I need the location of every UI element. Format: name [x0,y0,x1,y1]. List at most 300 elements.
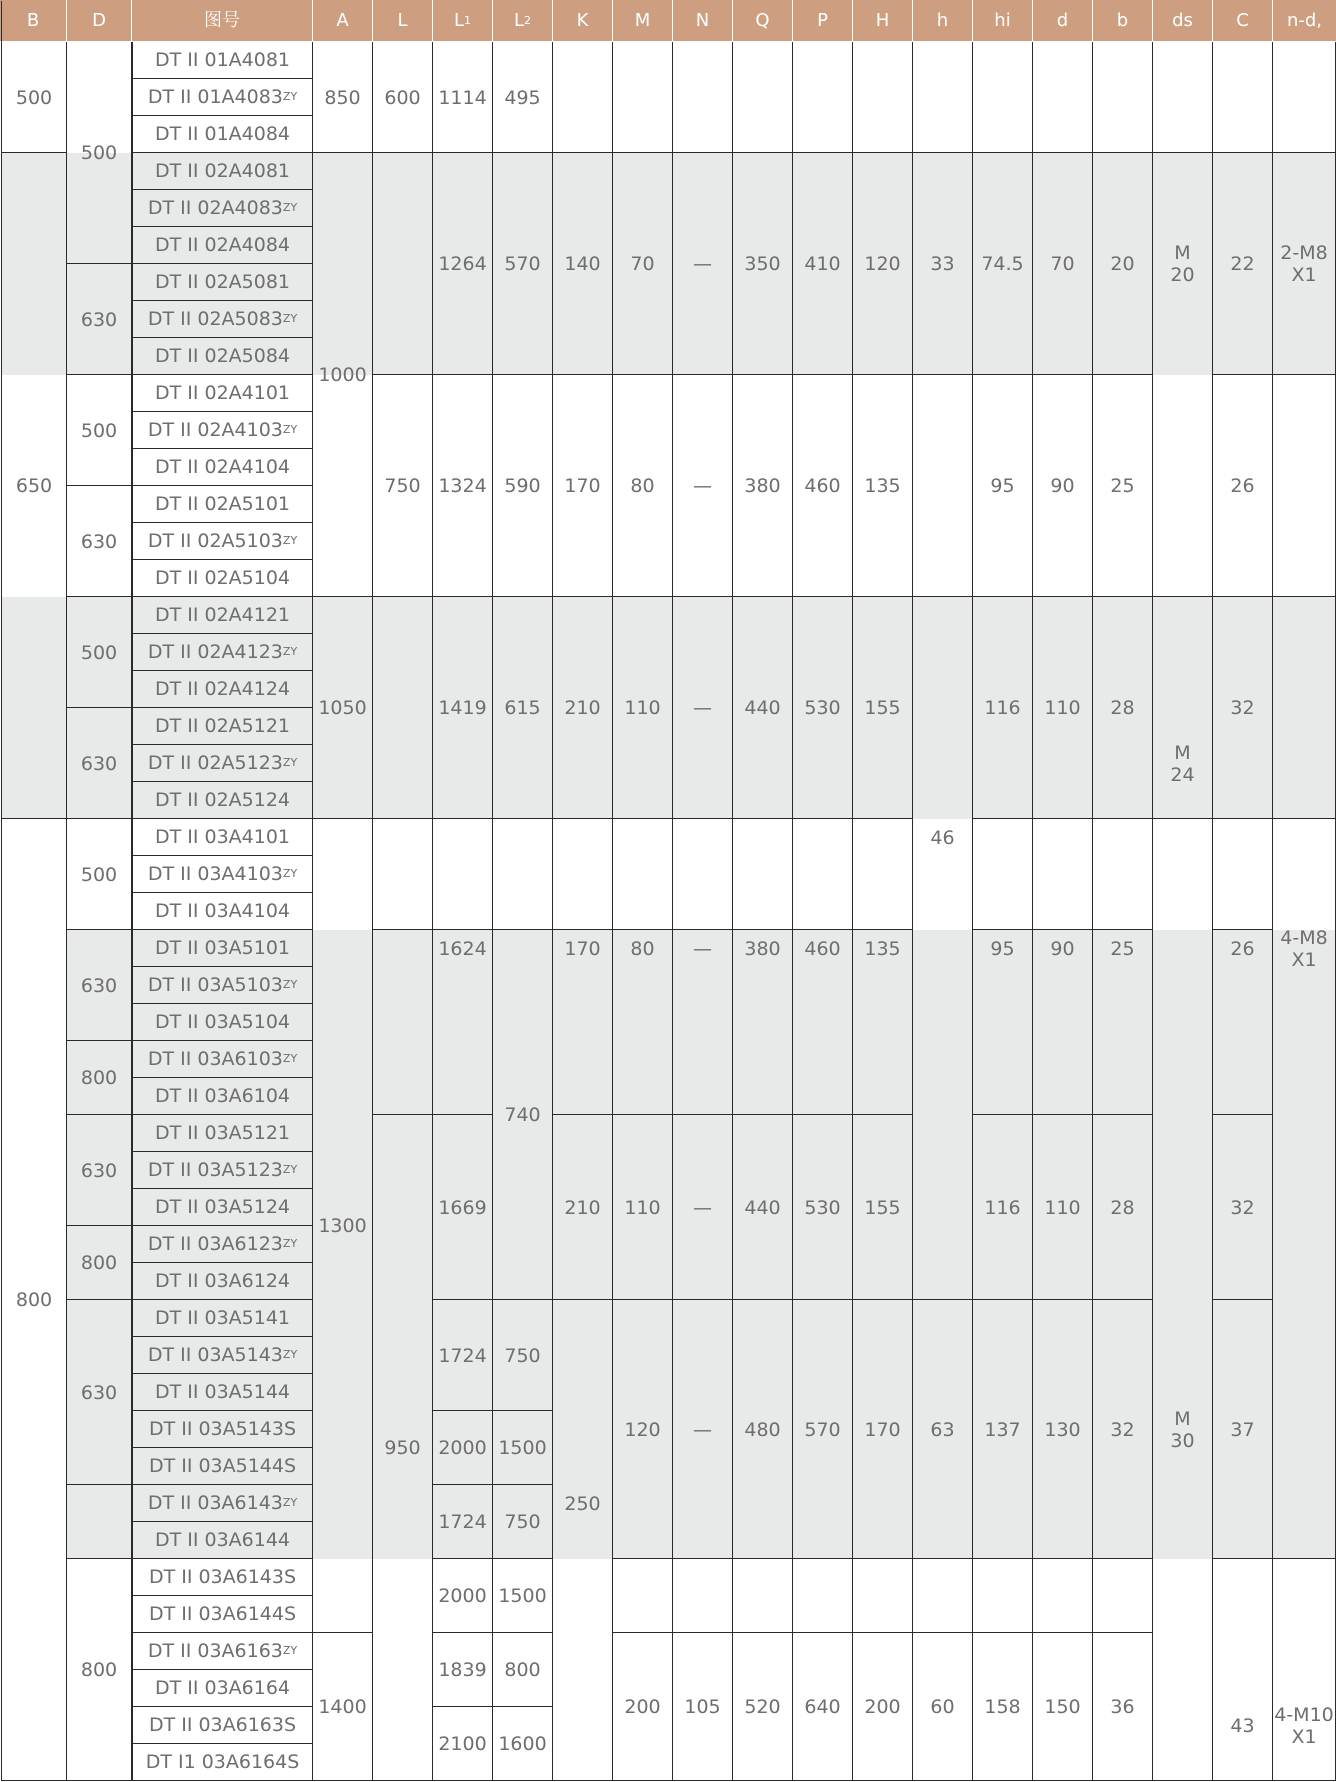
cell-value: 90 [1050,475,1075,497]
cell-value: 1114 [438,86,487,109]
shade [1153,1263,1212,1300]
shade [913,1004,972,1041]
cell-c [1213,375,1273,597]
drawing-number: DT II 03A4104 [132,893,313,930]
cell-value: 170 [564,938,601,960]
cell-c [1213,42,1273,153]
shade [1273,1448,1335,1485]
cell-h [853,597,913,819]
shade [493,930,552,967]
header-l2: L 2 [493,0,553,42]
cell-value: 150 [1044,1696,1081,1718]
cell-m [613,153,673,375]
drawing-number: DT II 02A5101 [132,486,313,523]
cell-value: 740 [504,1104,541,1126]
cell-l1 [433,1559,493,1633]
cell-ds [1153,42,1213,153]
drawing-number: DT II 03A6124 [132,1263,313,1300]
cell-value: 640 [804,1696,841,1718]
cell-value: 800 [80,1067,118,1089]
header-l: L [373,0,433,42]
cell-value: 4-M8 X1 [1280,926,1328,971]
cell-value: 20 [1110,253,1135,275]
cell-c [1213,1300,1273,1559]
shade [553,1448,612,1485]
cell-value: 800 [15,1289,53,1311]
cell-b [2,153,67,819]
cell-l2 [493,1633,553,1707]
header-b: B [0,0,67,42]
cell-c [1213,597,1273,819]
cell-value: 1000 [318,364,367,386]
cell-value: 750 [504,1344,541,1367]
cell-nd [1273,153,1336,375]
shade [913,745,972,782]
cell-value: 380 [744,475,781,497]
shade [313,1004,372,1041]
cell-hi [973,1633,1033,1781]
shade [1273,1337,1335,1374]
cell-d [67,375,132,486]
cell-value: 155 [864,1196,901,1219]
cell-value: — [693,1196,712,1219]
header-h: h [913,0,973,42]
shade [2,708,66,745]
shade [313,264,372,301]
shade [913,1041,972,1078]
shade [1273,1485,1335,1522]
cell-a [313,1633,373,1781]
shade [1153,1300,1212,1337]
shade [373,1522,432,1559]
cell-l2 [493,930,553,1300]
shade [1273,1374,1335,1411]
cell-d [67,819,132,930]
cell-d [1033,597,1093,819]
cell-value: 170 [564,475,601,497]
cell-value: 350 [744,253,781,275]
cell-b [1093,375,1153,597]
shade [313,1300,372,1337]
cell-hi [973,1559,1033,1633]
cell-l1 [433,1707,493,1781]
cell-value: 74.5 [981,253,1024,275]
cell-m [613,930,673,1115]
cell-k [553,1300,613,1781]
cell-value: 135 [864,475,901,497]
cell-value: 530 [804,1196,841,1219]
cell-k [553,597,613,819]
cell-l2 [493,1411,553,1485]
shade [373,1485,432,1522]
cell-h [913,1300,973,1559]
cell-value: 1839 [438,1659,487,1681]
cell-value: — [693,697,712,719]
shade [2,264,66,301]
shade [2,338,66,375]
shade [373,1337,432,1374]
shade [313,1078,372,1115]
cell-value: 1669 [438,1196,487,1219]
cell-p [793,930,853,1115]
drawing-number: DT II 03A5101 [132,930,313,967]
cell-l2 [493,153,553,375]
cell-l2 [493,1707,553,1781]
cell-d [1033,819,1093,930]
cell-value: 140 [564,253,601,275]
cell-a [313,42,373,153]
drawing-number: DT II 03A6123 Z Y [132,1226,313,1263]
cell-h [913,375,973,597]
cell-l1 [433,42,493,153]
cell-value: 800 [80,1252,118,1274]
cell-hi [973,1115,1033,1300]
cell-value: 460 [804,475,841,497]
cell-q [733,1633,793,1781]
cell-value: 120 [864,253,901,275]
cell-q [733,819,793,930]
shade [493,1004,552,1041]
cell-d [67,1300,132,1485]
cell-d [67,1559,132,1781]
shade [1273,1226,1335,1263]
cell-value: 26 [1230,938,1255,960]
cell-value: 650 [15,475,53,497]
header-nd: n-d, [1273,0,1336,42]
cell-d [67,597,132,708]
cell-q [733,1559,793,1633]
shade [373,1189,432,1226]
cell-value: 2000 [438,1585,487,1607]
cell-value: 1264 [438,253,487,275]
shade [1153,1078,1212,1115]
cell-value: 1400 [318,1696,367,1718]
shade [1273,1078,1335,1115]
shade [1153,1152,1212,1189]
drawing-number: DT II 03A5144 [132,1374,313,1411]
cell-value: 37 [1230,1418,1255,1441]
cell-value: 116 [984,1196,1021,1219]
cell-n [673,819,733,930]
drawing-number: DT II 03A6164 [132,1670,313,1707]
cell-b [1093,1559,1153,1633]
cell-value: 95 [990,475,1015,497]
drawing-number: DT II 02A4104 [132,449,313,486]
cell-hi [973,597,1033,819]
cell-q [733,375,793,597]
shade [1153,1041,1212,1078]
drawing-number: DT II 03A5124 [132,1189,313,1226]
shade [553,1522,612,1559]
drawing-number: DT II 03A6163 Z Y [132,1633,313,1670]
header-d: d [1033,0,1093,42]
drawing-number: DT II 03A6143S [132,1559,313,1596]
cell-value: 440 [744,697,781,719]
cell-value: 570 [804,1418,841,1441]
cell-d [67,1485,132,1559]
shade [913,1226,972,1263]
cell-value: M 20 [1170,242,1195,286]
cell-d [1033,1559,1093,1633]
cell-value: 80 [630,475,655,497]
cell-value: 170 [864,1418,901,1441]
shade [2,227,66,264]
cell-c [1213,819,1273,930]
shade [373,1300,432,1337]
shade [553,1411,612,1448]
shade [1153,301,1212,338]
cell-h [853,930,913,1115]
cell-value: 63 [930,1418,955,1441]
drawing-number: DT II 02A4124 [132,671,313,708]
cell-ds [1153,597,1213,819]
shade [913,597,972,634]
cell-h [853,153,913,375]
shade [1153,1337,1212,1374]
drawing-number: DT II 02A5121 [132,708,313,745]
shade [1273,1115,1335,1152]
header-code: 图号 [132,0,313,42]
cell-l1 [433,1411,493,1485]
shade [913,1078,972,1115]
cell-h [853,1559,913,1633]
cell-value: 1324 [438,475,487,497]
cell-value: — [693,475,712,497]
drawing-number: DT II 02A4123 Z Y [132,634,313,671]
drawing-number: DT II 03A6143 Z Y [132,1485,313,1522]
drawing-number: DT II 03A6104 [132,1078,313,1115]
shade [1153,338,1212,375]
header-b: b [1093,0,1153,42]
cell-b [1093,153,1153,375]
drawing-number: DT II 02A5104 [132,560,313,597]
cell-n [673,1115,733,1300]
cell-c [1213,153,1273,375]
shade [373,1263,432,1300]
cell-b [2,42,67,153]
cell-value: 95 [990,938,1015,960]
shade [1153,1004,1212,1041]
cell-nd [1273,375,1336,597]
cell-value: 2100 [438,1733,487,1755]
drawing-number: DT II 01A4084 [132,116,313,153]
cell-value: 615 [504,697,541,719]
drawing-number: DT II 03A5144S [132,1448,313,1485]
header-q: Q [733,0,793,42]
header-c: C [1213,0,1273,42]
cell-value: 500 [80,641,118,664]
drawing-number: DT II 03A5123 Z Y [132,1152,313,1189]
cell-h [853,375,913,597]
cell-value: 800 [504,1659,541,1681]
cell-k [553,42,613,153]
cell-value: 2000 [438,1437,487,1459]
cell-l [373,1115,433,1781]
drawing-number: DT II 02A5124 [132,782,313,819]
cell-d [67,708,132,819]
cell-value: 750 [384,475,421,497]
shade [313,1448,372,1485]
cell-value: 90 [1050,938,1075,960]
drawing-number: DT II 02A4084 [132,227,313,264]
cell-m [613,819,673,930]
shade [1273,1004,1335,1041]
cell-b [1093,819,1153,930]
cell-value: 80 [630,938,655,960]
cell-value: 137 [984,1418,1021,1441]
cell-m [613,42,673,153]
shade [313,1152,372,1189]
cell-nd [1273,42,1336,153]
cell-value: 1500 [498,1437,547,1459]
cell-value: 120 [624,1418,661,1441]
cell-d [1033,42,1093,153]
cell-value: 480 [744,1418,781,1441]
cell-l [373,153,433,375]
shade [553,1337,612,1374]
shade [2,301,66,338]
shade [1153,1485,1212,1522]
cell-h [913,153,973,375]
cell-value: 630 [80,1381,118,1404]
header-l1: L 1 [433,0,493,42]
cell-b [1093,1115,1153,1300]
cell-value: 630 [80,308,118,331]
cell-value: 495 [504,86,541,109]
cell-value: M 30 [1170,1407,1195,1452]
drawing-number: DT II 03A4103 Z Y [132,856,313,893]
drawing-number: DT I1 03A6164S [132,1744,313,1781]
shade [1153,1522,1212,1559]
cell-l1 [433,597,493,819]
shade [313,153,372,190]
cell-value: 750 [504,1511,541,1533]
cell-value: 630 [80,752,118,775]
cell-value: 440 [744,1196,781,1219]
cell-value: 110 [624,1196,661,1219]
cell-d [1033,1633,1093,1781]
cell-l [373,42,433,153]
cell-l2 [493,42,553,153]
shade [1153,1115,1212,1152]
cell-value: 60 [930,1696,955,1718]
cell-value: 116 [984,697,1021,719]
drawing-number: DT II 02A4121 [132,597,313,634]
cell-hi [973,819,1033,930]
shade [1153,190,1212,227]
cell-c [1213,1559,1273,1781]
cell-value: 135 [864,938,901,960]
cell-value: 630 [80,530,118,553]
header-n: N [673,0,733,42]
drawing-number: DT II 03A5141 [132,1300,313,1337]
cell-a [313,153,373,597]
cell-a [313,819,373,1633]
cell-k [553,930,613,1115]
drawing-number: DT II 02A5081 [132,264,313,301]
shade [913,671,972,708]
cell-hi [973,1300,1033,1559]
cell-b [1093,930,1153,1115]
cell-q [733,42,793,153]
cell-l1 [433,153,493,375]
cell-d [67,264,132,375]
cell-value: 32 [1230,1196,1255,1219]
cell-q [733,153,793,375]
cell-d [67,486,132,597]
cell-value: 33 [930,253,955,275]
cell-value: 110 [1044,697,1081,719]
cell-value: 500 [80,419,118,442]
header-p: P [793,0,853,42]
cell-value: 1600 [498,1733,547,1755]
cell-nd [1273,597,1336,819]
cell-ds [1153,819,1213,1781]
cell-p [793,153,853,375]
cell-p [793,375,853,597]
shade [2,190,66,227]
shade [1273,1300,1335,1337]
cell-value: 105 [684,1696,721,1718]
shade [913,967,972,1004]
shade [313,1485,372,1522]
cell-l1 [433,1300,493,1411]
cell-value: — [693,938,712,960]
cell-value: 1419 [438,697,487,719]
shade [913,930,972,967]
cell-l [373,375,433,597]
cell-n [673,1559,733,1633]
shade [493,1263,552,1300]
cell-q [733,597,793,819]
cell-value: 32 [1230,697,1255,719]
cell-value: 530 [804,697,841,719]
shade [313,1337,372,1374]
shade [1273,1522,1335,1559]
drawing-number: DT II 03A5143 Z Y [132,1337,313,1374]
cell-value: 130 [1044,1418,1081,1441]
cell-h [913,597,973,1300]
drawing-number: DT II 01A4081 [132,42,313,79]
shade [313,930,372,967]
header-k: K [553,0,613,42]
cell-value: 28 [1110,697,1135,719]
shade [913,1115,972,1152]
shade [373,1374,432,1411]
shade [1273,967,1335,1004]
cell-b [1093,597,1153,819]
cell-l1 [433,1115,493,1300]
cell-n [673,930,733,1115]
cell-h [853,42,913,153]
shade [313,227,372,264]
cell-value: 110 [1044,1196,1081,1219]
cell-d [1033,153,1093,375]
shade [493,967,552,1004]
cell-value: 36 [1110,1696,1135,1718]
shade [1153,1374,1212,1411]
cell-l [373,597,433,819]
cell-h [913,1559,973,1633]
cell-p [793,1633,853,1781]
shade [913,1152,972,1189]
cell-d [67,1115,132,1226]
cell-a [313,597,373,819]
cell-p [793,1115,853,1300]
shade [553,1300,612,1337]
cell-value: 380 [744,938,781,960]
cell-value: 1624 [438,938,487,960]
